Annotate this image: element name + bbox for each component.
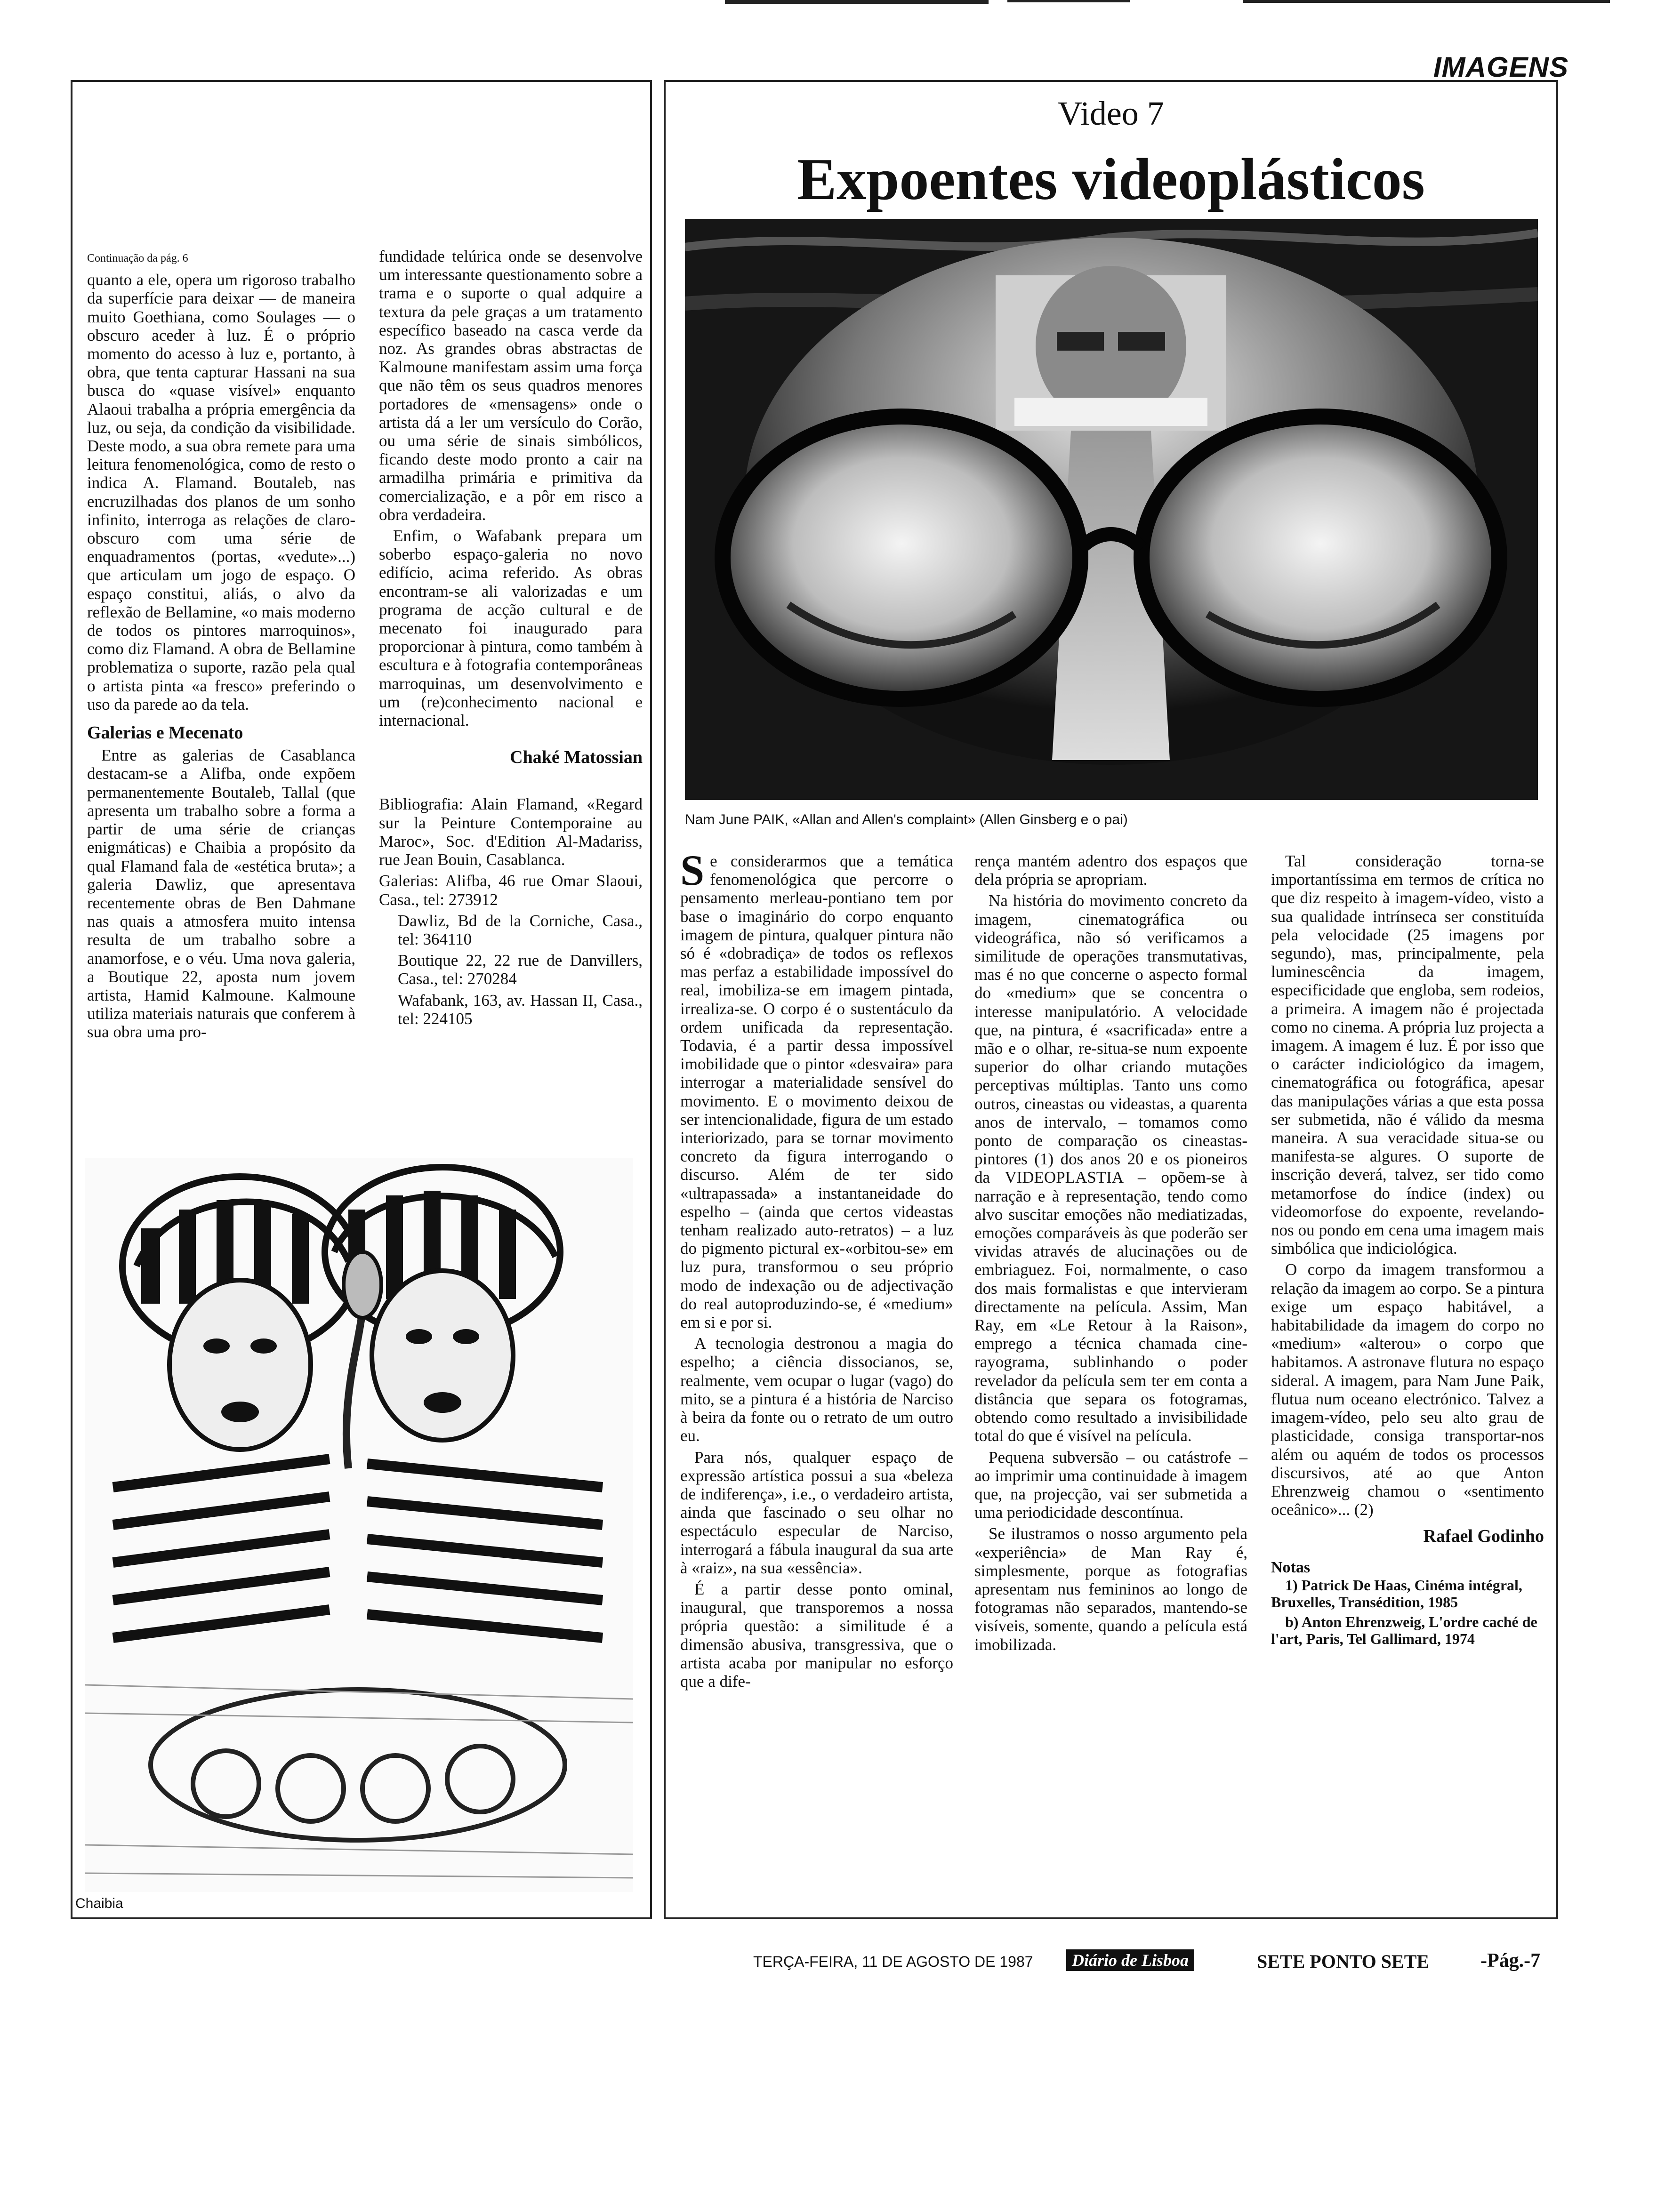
article-photo	[685, 219, 1538, 800]
continuation-note: Continuação da pág. 6	[87, 252, 188, 264]
paragraph: A tecnologia destronou a magia do espelho; a ciência dissocianos, se, realmente, vem ocupar o lugar (vago) do mito, se a pintura é a história de Narciso à beira da fonte ou o retrato de um outro eu.	[680, 1334, 953, 1445]
article-column-2	[974, 852, 1247, 1654]
photo-caption: Nam June PAIK, «Allan and Allen's complaint» (Allen Ginsberg e o pai)	[685, 812, 1128, 827]
paragraph: Tal consideração torna-se importantíssima em termos de crítica no que diz respeito à imagem-vídeo, visto a sua qualidade intrínseca ser constituída pela velocidade (25 imagens por segundo), mas, principalmente, pela luminescência da imagem, especificidade que engloba, sem rodeios, a primeira. A imagem não é projectada como no cinema. A própria luz projecta a imagem. A imagem é luz. É por isso que o carácter indiciológico da imagem, cinematográfica ou fotográfica, apesar das manipulações várias a que esta possa ser submetida, não é válido da mesma maneira. A sua veracidade situa-se ou manifesta-se algures. O suporte de inscrição deverá, talvez, ser tido como metamorfose do índice (index) ou videomorfose do expoente, revelando-nos ou pondo em cena uma imagem mais simbólica que indiciológica.	[1271, 852, 1544, 1258]
glasses-portrait-image	[685, 219, 1538, 800]
supplement-name: SETE PONTO SETE	[1257, 1951, 1430, 1972]
article-column-1	[680, 846, 953, 1691]
author-byline: Chaké Matossian	[510, 747, 643, 768]
bibliography-entry: Boutique 22, 22 rue de Danvillers, Casa., tel: 270284	[398, 951, 643, 988]
page-footer	[697, 1948, 1544, 1976]
painting-illustration	[85, 1158, 633, 1892]
paragraph: Na história do movimento concreto da imagem, cinematográfica ou videográfica, não só verificamos a similitude de operações transmutativas, mas é no que concerne o aspecto formal do «medium» que se concentra o interesse manipulatório. A velocidade que, na pintura, é «sacrificada» entre a mão e o olhar, re-situa-se num expoente superior do olhar criando mutações perceptivas múltiplas. Tanto uns como outros, cineastas ou videastas, a quarenta anos de intervalo, – tomamos como ponto de comparação os cineastas-pintores (1) dos anos 20 e os pioneiros da VIDEOPLASTIA – opõem-se à narração e à representação, tendo como alvo suscitar emoções não mediatizadas, emoções comparáveis às que poderão ser vividas através de alucinações ou de embriaguez. Foi, normalmente, o caso dos mais formalistas e que intervieram directamente na película. Assim, Man Ray, em «Le Retour à la Raison», emprego a técnica chamada cine-rayograma, sublinhando o poder revelador da película sem ter em conta a distância que separa os fotogramas, obtendo como resultado a invisibilidade total do que é visível na película.	[974, 891, 1247, 1445]
note-item: b) Anton Ehrenzweig, L'ordre caché de l'art, Paris, Tel Gallimard, 1974	[1271, 1613, 1537, 1647]
paragraph: O corpo da imagem transformou a relação da imagem ao corpo. Se a pintura exige um espaço habitável, a habitabilidade da imagem do corpo no «medium» «alterou» o corpo que habitamos. A astronave flutura no espaço sideral. A imagem, para Nam June Paik, flutua num oceano electrónico. Talvez a imagem-vídeo, pelo seu alto grau de plasticidade, consiga transportar-nos além ou aquém de todos os processos discursivos, até ao que Anton Ehrenzweig chamou o «sentimento oceânico»... (2)	[1271, 1260, 1544, 1519]
page-number: -Pág.-7	[1480, 1950, 1541, 1972]
paragraph: É a partir desse ponto ominal, inaugural, que transporemos a nossa própria questão: a similitude é a dimensão abusiva, transgressiva, que o artista acaba por manipular no esforço que a dife-	[680, 1579, 953, 1691]
article-headline: Expoentes videoplásticos	[797, 147, 1425, 212]
paragraph: Se ilustramos o nosso argumento pela «experiência» de Man Ray é, simplesmente, porque as fotografias apresentam nus femininos ao longo de fotogramas não separados, mantendo-se visíveis, somente, quando a película está imobilizada.	[974, 1524, 1247, 1654]
author-byline: Rafael Godinho	[1423, 1526, 1544, 1547]
paragraph: quanto a ele, opera um rigoroso trabalho da superfície para deixar — de maneira muito Goethiana, como Soulages — o obscuro aceder à luz. É o próprio momento do acesso à luz e, portanto, à obra, que tenta capturar Hassani na sua busca do «quase visível» enquanto Alaoui trabalha a própria emergência da luz, ou seja, da condição da visibilidade. Deste modo, a sua obra remete para uma leitura fenomenológica, como de resto o indica A. Flamand. Boutaleb, nas encruzilhadas dos planos de um sonho infinito, interroga as relações de claro-obscuro com uma série de enquadramentos (portas, «vedute»...) que articulam um jogo de espaço. O espaço constitui, aliás, o alvo da reflexão de Bellamine, «o mais moderno de todos os pintores marroquinos», como diz Flamand. A obra de Bellamine problematiza o suporte, razão pela qual o artista pinta «a fresco» preferindo o uso da parede ao da tela.	[87, 271, 355, 713]
article-column-3	[1271, 852, 1544, 1647]
paragraph: Pequena subversão – ou catástrofe – ao imprimir uma continuidade à imagem que, na projecção, vai ser submetida a uma periodicidade descontínua.	[974, 1448, 1247, 1522]
paragraph: Entre as galerias de Casablanca destacam-se a Alifba, onde expõem permanentemente Boutaleb, Tallal (que apresenta um trabalho sobre a forma a partir de uma série de crianças enigmáticas) e Chaibia a propósito da qual Flamand fala de «estética bruta»; a galeria Dawliz, que apresentava recentemente obras de Ben Dahmane nas quais a atmosfera muito intensa resulta de um trabalho sobre a anamorfose, e o véu. Uma nova galeria, a Boutique 22, aposta num jovem artista, Hamid Kalmoune. Kalmoune utiliza materiais naturais que conferem à sua obra uma pro-	[87, 746, 355, 1042]
left-column-2	[379, 247, 643, 1028]
note-item: 1) Patrick De Haas, Cinéma intégral, Bruxelles, Transédition, 1985	[1271, 1576, 1522, 1611]
paragraph: fundidade telúrica onde se desenvolve um interessante questionamento sobre a trama e o suporte o qual adquire a textura da pele graças a um tratamento específico baseado na casca verde da noz. As grandes obras abstractas de Kalmoune manifestam assim uma força que não têm os seus quadros menores portadores de «mensagens» onde o artista dá a ler um versículo do Corão, ou uma série de sinais simbólicos, ficando deste modo pronto a cair na armadilha primária e primitiva da comercialização, e a pôr em risco a obra verdadeira.	[379, 247, 643, 524]
bibliography-entry: Bibliografia: Alain Flamand, «Regard sur la Peinture Contemporaine au Maroc», Soc. d'Edition Al-Madariss, rue Jean Bouin, Casablanca.	[379, 795, 643, 869]
section-label: IMAGENS	[1433, 51, 1569, 83]
bibliography	[379, 795, 643, 1027]
paragraph: Para nós, qualquer espaço de expressão artística possui a sua «beleza de indiferença», i.e., o verdadeiro artista, ainda que fascinado o seu olhar no espectáculo especular de Narciso, interrogará a fábula inaugural da sua arte à «raiz», na sua «essência».	[680, 1448, 953, 1577]
painting-caption: Chaibia	[75, 1896, 123, 1911]
subheading: Galerias e Mecenato	[87, 723, 243, 743]
two-figures-painting-image	[85, 1158, 633, 1892]
bibliography-entry: Wafabank, 163, av. Hassan II, Casa., tel: 224105	[398, 991, 643, 1028]
article-kicker: Video 7	[1058, 95, 1164, 132]
left-column-1	[87, 249, 355, 1042]
paragraph: Enfim, o Wafabank prepara um soberbo espaço-galeria no novo edifício, acima referido. As obras encontram-se ali valorizadas e um programa de acção cultural e de mecenato foi inaugurado para proporcionar à pintura, como também à escultura e à fotografia contemporâneas marroquinas, um desenvolvimento e um (re)conhecimento nacional e internacional.	[379, 527, 643, 730]
notes-heading: Notas	[1271, 1558, 1311, 1576]
bibliography-entry: Dawliz, Bd de la Corniche, Casa., tel: 364110	[398, 911, 643, 948]
paragraph: Se considerarmos que a temática fenomenológica que percorre o pensamento merleau-pontiano tem por base o imaginário do corpo enquanto imagem de pintura, qualquer pintura não só é «dobradiça» de todos os reflexos mas perfaz a estabilidade impossível do real, imobiliza-se em imagem pintada, irrealiza-se. O corpo é o sustentáculo da ordem unificada da representação. Todavia, é a partir dessa impossível imobilidade que o pintor «desvaira» para interrogar a materialidade sensível do movimento. E o movimento deixou de ser intencionalidade, figura de um estado interiorizado, para se tornar movimento concreto da figura interrogando o discurso. Além de ter sido «ultrapassada» a instantaneidade do espelho – (ainda que certos videastas tenham realizado auto-retratos) – a luz do pigmento pictural ex-«orbitou-se» em luz pura, transformou o seu próprio modo de indexação ou de adjectivação do real autoproduzindo-se, é «medium» em si e por si.	[680, 846, 953, 1332]
bibliography-entry: Galerias: Alifba, 46 rue Omar Slaoui, Casa., tel: 273912	[379, 872, 643, 909]
paragraph: rença mantém adentro dos espaços que dela própria se apropriam.	[974, 852, 1247, 889]
footer-date: TERÇA-FEIRA, 11 DE AGOSTO DE 1987	[753, 1953, 1033, 1970]
newspaper-masthead: Diário de Lisboa	[1066, 1949, 1194, 1971]
dropcap: S	[680, 846, 705, 894]
top-scan-marks	[0, 0, 1657, 8]
